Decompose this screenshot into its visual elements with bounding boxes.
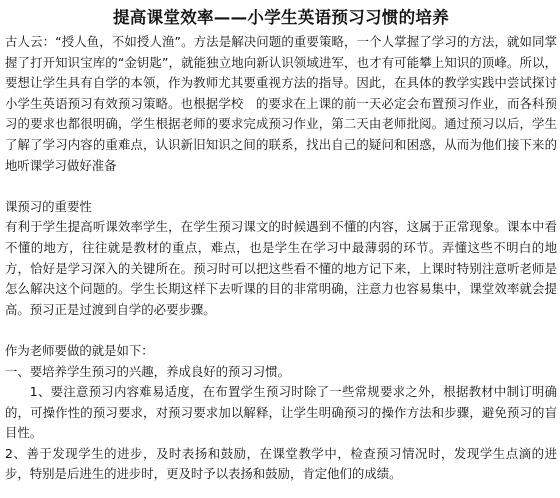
section-heading-teacher: 作为老师要做的就是如下： <box>5 342 154 358</box>
importance-paragraph: 有利于学生提高听课效率学生，在学生预习课文的时候遇到不懂的内容，这属于正常现象。课本中看不懂的地方，往往就是教材的重点，难点，也是学生在学习中最薄弱的环节。弄懂这些不明白的地方，恰好是学习深入的关键所在。预习时可以把这些看不懂的地方记下来，上课时特别注意听老师是怎么解决这个问题的。学生长期这样下去听课的目的非常明确，注意力也容易集中，课堂效率就会提高。预习正是过渡到自学的必要步骤。 <box>5 219 557 317</box>
article-title: 提高课堂效率——小学生英语预习习惯的培养 <box>113 8 449 27</box>
intro-paragraph: 古人云：“授人鱼，不如授人渔”。方法是解决问题的重要策略，一个人掌握了学习的方法，就如同掌握了打开知识宝库的“金钥匙”，就能独立地向新认识领域进军，也才有可能攀上知识的顶峰。所以，要想让学生具有自学的本领，作为教师尤其要重视方法的指导。因此，在具体的教学实践中尝试探讨小学生英语预习有效预习策略。也根据学校 的要求在上课的前一天必定会布置预习作业，而各科预习的要求也都很明确，学生根据老师的要求完成预习作业，第二天由老师批阅。通过预习以后，学生了解了学习内容的重难点，认识新旧知识之间的联系，找出自己的疑问和困惑，从而为他们接下来的地听课学习做好准备 <box>5 34 557 173</box>
section-heading-importance: 课预习的重要性 <box>5 198 92 214</box>
point-1-title: 一、要培养学生预习的兴趣，养成良好的预习习惯。 <box>5 363 290 379</box>
point-1-item-1: 1、要注意预习内容难易适度，在布置学生预习时除了一些常规要求之外，根据教材中制订明确的，可操作性的预习要求，对预习要求加以解释，让学生明确预习的操作方法和步骤，避免预习的盲目性。 <box>5 384 557 441</box>
point-2-paragraph: 2、善于发现学生的进步，及时表扬和鼓励，在课堂教学中，检查预习情况时，发现学生点滴的进步，特别是后进生的进步时，更及时予以表扬和鼓励，肯定他们的成绩。 <box>5 445 557 482</box>
paragraph-spacer <box>5 320 557 341</box>
paragraph-spacer <box>5 176 557 197</box>
